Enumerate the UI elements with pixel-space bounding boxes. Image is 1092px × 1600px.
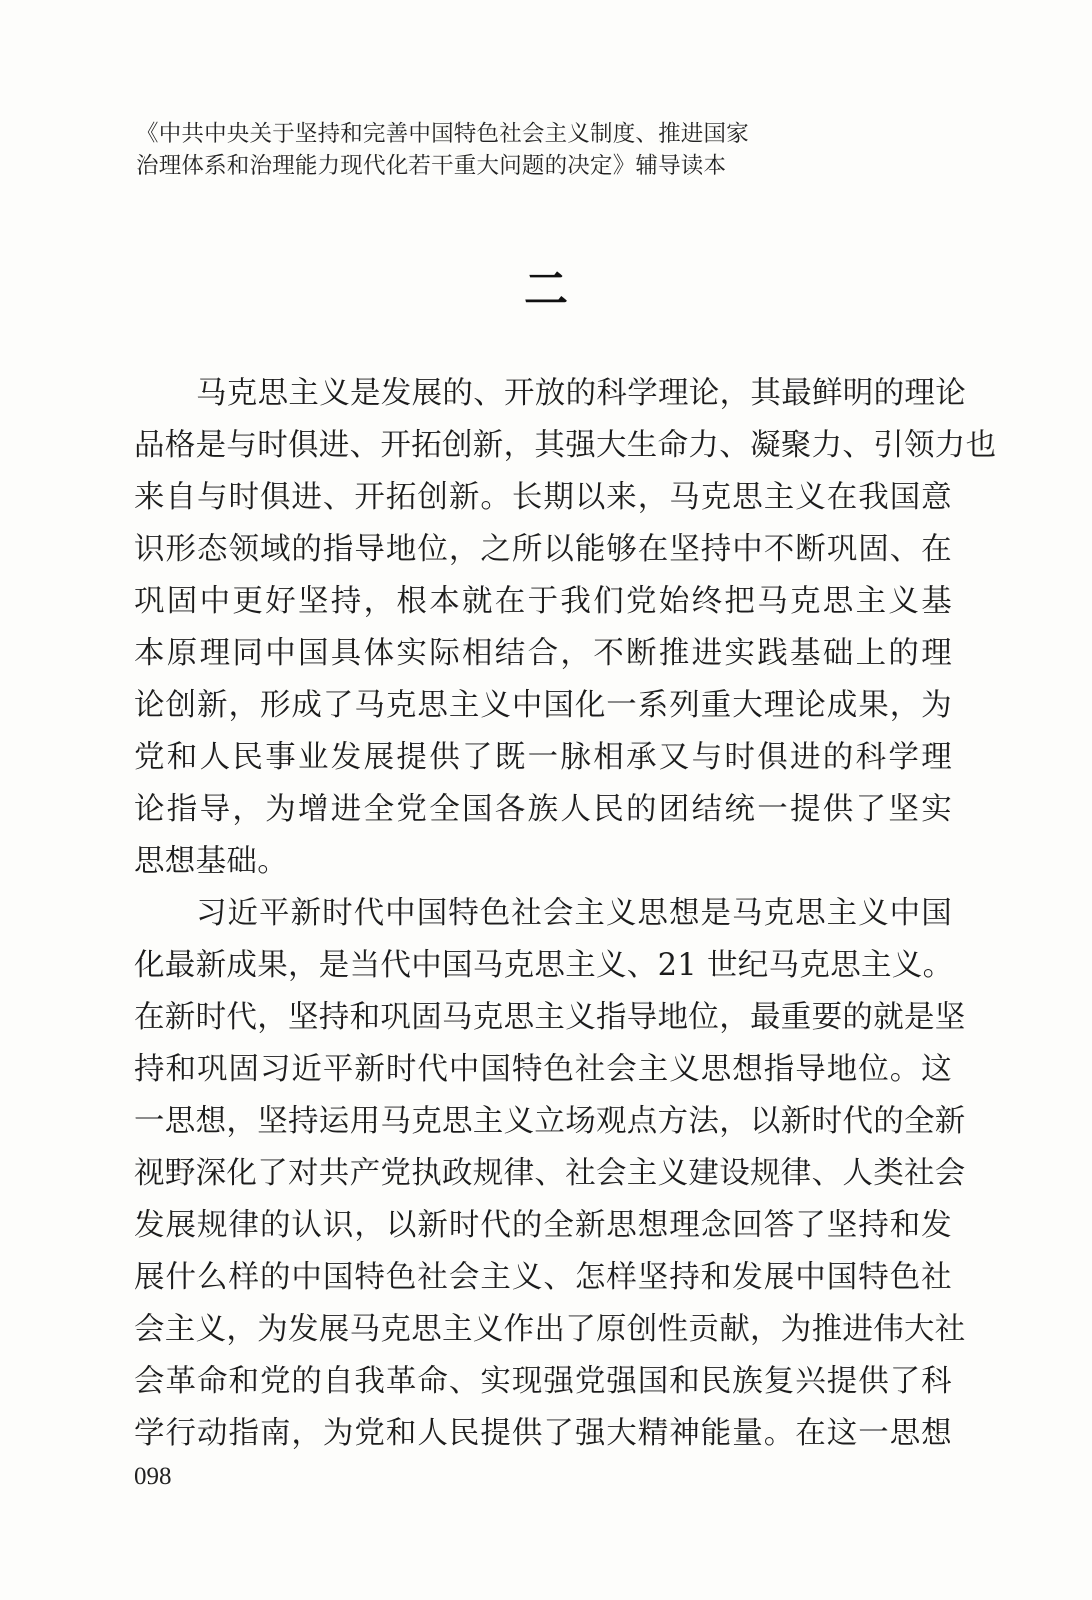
paragraph-1-line-1: 马克思主义是发展的、开放的科学理论，其最鲜明的理论 [196,376,966,411]
paragraph-1-line-9: 论指导，为增进全党全国各族人民的团结统一提供了坚实 [134,792,952,827]
paragraph-1-line-4: 识形态领域的指导地位，之所以能够在坚持中不断巩固、在 [134,532,952,567]
running-header-line-1: 《中共中央关于坚持和完善中国特色社会主义制度、推进国家 [136,121,749,147]
paragraph-2-line-2: 化最新成果，是当代中国马克思主义、21 世纪马克思主义。 [134,948,954,983]
paragraph-2-line-7: 发展规律的认识，以新时代的全新思想理念回答了坚持和发 [134,1208,952,1243]
running-header [136,118,776,182]
paragraph-1-line-6: 本原理同中国具体实际相结合，不断推进实践基础上的理 [134,636,952,671]
paragraph-1-line-3: 来自与时俱进、开拓创新。长期以来，马克思主义在我国意 [134,480,952,515]
paragraph-2-line-8: 展什么样的中国特色社会主义、怎样坚持和发展中国特色社 [134,1260,952,1295]
paragraph-1-line-10: 思想基础。 [134,844,288,879]
paragraph-2-line-10: 会革命和党的自我革命、实现强党强国和民族复兴提供了科 [134,1364,952,1399]
paragraph-2-line-9: 会主义，为发展马克思主义作出了原创性贡献，为推进伟大社 [134,1312,966,1347]
page-number: 098 [134,1463,172,1490]
paragraph-1-line-8: 党和人民事业发展提供了既一脉相承又与时俱进的科学理 [134,740,952,775]
body-text [134,368,997,1460]
paragraph-1-line-2: 品格是与时俱进、开拓创新，其强大生命力、凝聚力、引领力也 [134,428,997,463]
paragraph-1-line-5: 巩固中更好坚持，根本就在于我们党始终把马克思主义基 [134,584,952,619]
section-number: 二 [524,264,568,315]
paragraph-2-line-6: 视野深化了对共产党执政规律、社会主义建设规律、人类社会 [134,1156,966,1191]
paragraph-2-line-5: 一思想，坚持运用马克思主义立场观点方法，以新时代的全新 [134,1104,966,1139]
paragraph-1-line-7: 论创新，形成了马克思主义中国化一系列重大理论成果，为 [134,688,952,723]
paragraph-2-line-1: 习近平新时代中国特色社会主义思想是马克思主义中国 [196,896,952,931]
running-header-line-2: 治理体系和治理能力现代化若干重大问题的决定》辅导读本 [136,153,727,179]
paragraph-2-line-11: 学行动指南，为党和人民提供了强大精神能量。在这一思想 [134,1416,952,1451]
paragraph-2-line-3: 在新时代，坚持和巩固马克思主义指导地位，最重要的就是坚 [134,1000,966,1035]
paragraph-2-line-4: 持和巩固习近平新时代中国特色社会主义思想指导地位。这 [134,1052,952,1087]
